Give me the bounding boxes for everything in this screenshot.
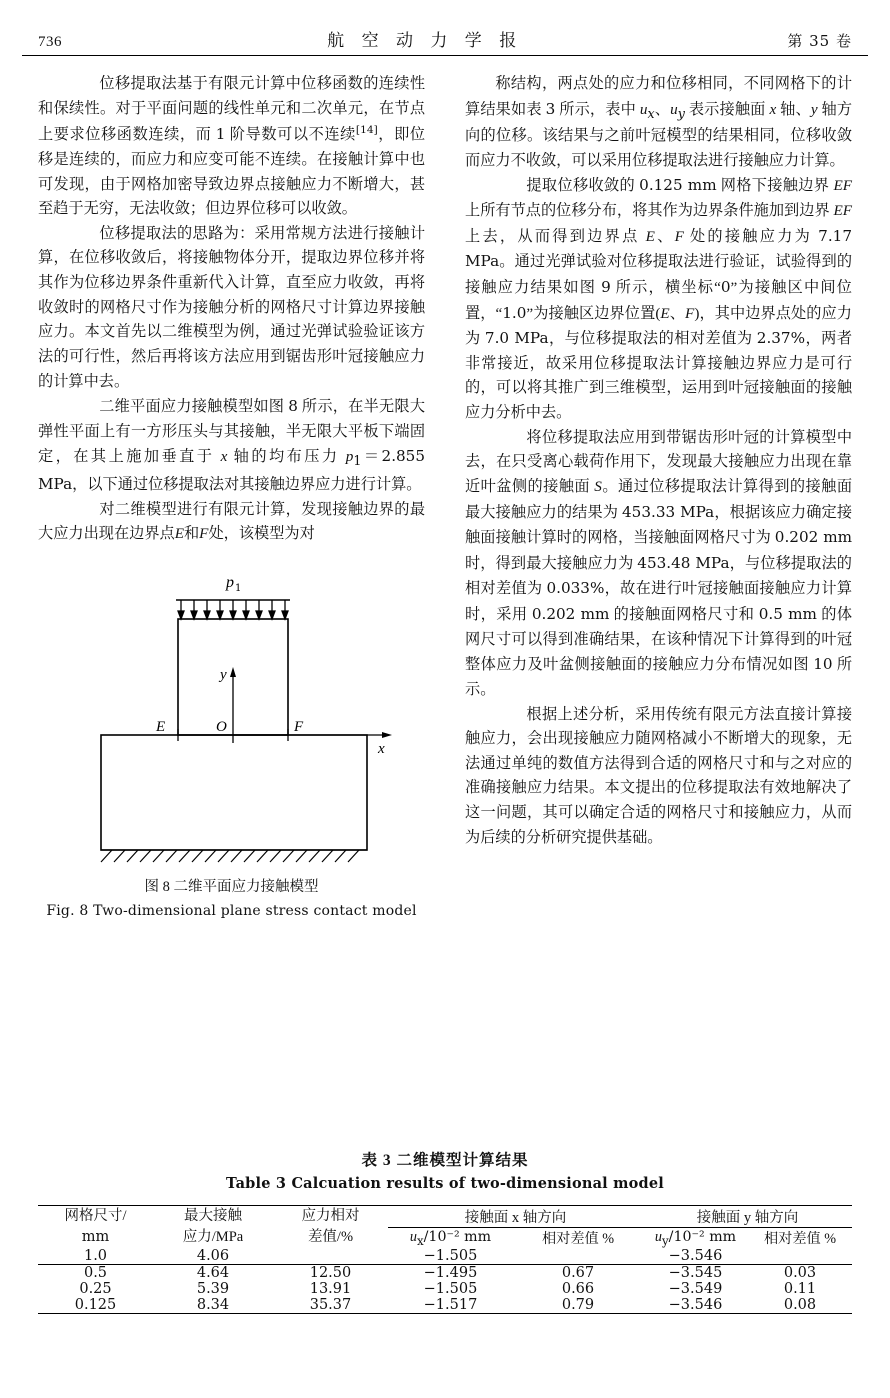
cell-mesh-size: 0.25 [79, 1281, 112, 1298]
cell-uy: −3.546 [643, 1248, 748, 1265]
sub-header-rel-diff-x: 相对差值 % [541, 1231, 615, 1248]
table-header-row-groups [38, 1206, 852, 1228]
table-row [38, 1281, 852, 1297]
cell-stress-rel-diff: 35.37 [273, 1297, 388, 1314]
group-header-y-direction: 接触面 y 轴方向 [643, 1206, 852, 1228]
paragraph: 称结构，两点处的应力和位移相同，不同网格下的计算结果如表 3 所示，表中 $u_x$、$u_y$ 表示接触面 x 轴、y 轴方向的位移。该结果与之前叶冠模型的结果相同，位移收敛而应力不收敛，可以采用位移提取法进行接触应力计算。 [465, 75, 853, 169]
figure-8-canvas [38, 557, 425, 869]
cell-mesh-size: 0.125 [38, 1297, 153, 1314]
svg-text:x: x [378, 740, 385, 757]
figure-8-caption-cn: 图 8 二维平面应力接触模型 [144, 878, 319, 895]
table-3-title-en: Table 3 Calcuation results of two-dimensional model [225, 1175, 665, 1192]
cell-stress-rel-diff: 12.50 [309, 1265, 352, 1282]
paragraph: 对二维模型进行有限元计算，发现接触边界的最大应力出现在边界点E和F处，该模型为对 [38, 500, 425, 543]
left-column [38, 72, 425, 922]
sub-header-ux: $u_x/10^{-2}$ mm [409, 1228, 492, 1248]
sub-header-rel-diff-y: 相对差值 % [763, 1231, 837, 1248]
table-3-section [38, 1148, 852, 1314]
cell-max-stress: 5.39 [196, 1281, 230, 1298]
table-3-title-cn: 表 3 二维模型计算结果 [361, 1152, 529, 1169]
paragraph: 二维平面应力接触模型如图 8 所示，在半无限大弹性平面上有一方形压头与其接触，半无限大平板下端固定，在其上施加垂直于 x 轴的均布压力 $p_1=2.855$ MPa，以下通过位移提取法对其接触边界应力进行计算。 [38, 397, 426, 493]
cell-stress-rel-diff [273, 1248, 388, 1265]
col-header-max-stress: 最大接触 应力/MPa [153, 1206, 273, 1249]
cell-mesh-size: 1.0 [38, 1248, 153, 1265]
cell-ux: −1.505 [388, 1248, 513, 1265]
page-number: 736 [38, 34, 62, 50]
col-header-mesh-size: 网格尺寸/ mm [38, 1206, 153, 1249]
paragraph: 位移提取法的思路为：采用常规方法进行接触计算，在位移收敛后，将接触物体分开，提取边界位移并将其作为位移边界条件重新代入计算，直至应力收敛，再将收敛时的网格尺寸作为接触分析的网格尺寸计算边界接触应力。本文首先以二维模型为例，通过光弹试验验证该方法的可行性，然后再将该方法应用到锯齿形叶冠接触应力的计算中去。 [38, 224, 425, 390]
cell-ux: −1.517 [388, 1297, 513, 1314]
cell-rel-diff-x: 0.79 [513, 1297, 643, 1314]
table-3 [38, 1205, 852, 1314]
cell-uy: −3.545 [668, 1265, 723, 1282]
group-header-x-direction: 接触面 x 轴方向 [388, 1206, 643, 1228]
cell-uy: −3.546 [643, 1297, 748, 1314]
cell-rel-diff-y: 0.03 [783, 1265, 817, 1282]
figure-8 [38, 557, 425, 922]
cell-uy: −3.549 [668, 1281, 723, 1298]
svg-text:p: p [226, 573, 234, 591]
cell-ux: −1.495 [423, 1265, 478, 1282]
paragraph: 根据上述分析，采用传统有限元方法直接计算接触应力，会出现接触应力随网格减小不断增大的现象，无法通过单纯的数值方法得到合适的网格尺寸和与之对应的准确接触应力结果。本文提出的位移提取法有效地解决了这一问题，其可以确定合适的网格尺寸和接触应力，从而为后续的分析研究提供基础。 [465, 705, 852, 846]
svg-text:y: y [220, 666, 227, 683]
cell-max-stress: 8.34 [153, 1297, 273, 1314]
table-row [38, 1248, 852, 1265]
paragraph: 位移提取法基于有限元计算中位移函数的连续性和保续性。对于平面问题的线性单元和二次单元，在节点上要求位移函数连续，而 1 阶导数可以不连续[14]，即位移是连续的，而应力和应变可能不连续。在接触计算中也可发现，由于网格加密导致边界点接触应力不断增大，甚至趋于无穷，无法收敛；但边界位移可以收敛。 [38, 75, 426, 218]
table-row [38, 1265, 852, 1282]
figure-8-caption-en: Fig. 8 Two-dimensional plane stress contact model [46, 902, 417, 919]
cell-ux: −1.505 [423, 1281, 478, 1298]
paragraph: 提取位移收敛的 0.125 mm 网格下接触边界 EF 上所有节点的位移分布，将其作为边界条件施加到边界 EF 上去，从而得到边界点 E、F 处的接触应力为 7.17 MPa。通过光弹试验对位移提取法进行验证，试验得到的接触应力结果如图 9 所示，横坐标“0”为接触区中间位置，“1.0”为接触区边界位置(E、F)，其中边界点处的应力为 7.0 MPa，与位移提取法的相对差值为 2.37%，两者非常接近，故采用位移提取法计算接触边界应力是可行的，可以将其推广到三维模型，运用到叶冠接触面的接触应力分析中去。 [465, 176, 853, 422]
cell-rel-diff-x: 0.66 [561, 1281, 595, 1298]
cell-max-stress: 4.64 [196, 1265, 230, 1282]
svg-text:O: O [216, 718, 227, 735]
cell-rel-diff-x: 0.67 [561, 1265, 595, 1282]
table-row [38, 1297, 852, 1314]
volume-label: 第 35 卷 [787, 32, 852, 50]
plane-stress-contact-model-diagram [38, 557, 425, 869]
cell-mesh-size: 0.5 [83, 1265, 108, 1282]
page-header [38, 26, 852, 52]
col-header-stress-rel-diff: 应力相对 差值/% [273, 1206, 388, 1249]
right-column [465, 72, 852, 850]
cell-rel-diff-x [513, 1248, 643, 1265]
svg-text:1: 1 [235, 582, 242, 594]
cell-rel-diff-y [748, 1248, 852, 1265]
svg-text:F: F [294, 718, 304, 735]
cell-rel-diff-y: 0.08 [748, 1297, 852, 1314]
cell-rel-diff-y: 0.11 [783, 1281, 817, 1298]
journal-title: 航 空 动 力 学 报 [327, 31, 523, 51]
cell-stress-rel-diff: 13.91 [309, 1281, 352, 1298]
paragraph: 将位移提取法应用到带锯齿形叶冠的计算模型中去，在只受离心载荷作用下，发现最大接触应力出现在靠近叶盆侧的接触面 S。通过位移提取法计算得到的接触面最大接触应力的结果为 453.33 MPa，根据该应力确定接触面接触计算时的网格，当接触面网格尺寸为 0.202 mm 时，得到最大接触应力为 453.48 MPa，与位移提取法的相对差值为 0.033%，故在进行叶冠接触面接触应力计算时，采用 0.202 mm 的接触面网格尺寸和 0.5 mm 的体网尺寸可以得到准确结果，在该种情况下计算得到的叶冠整体应力及叶盆侧接触面的接触应力分布情况如图 10 所示。 [465, 428, 853, 698]
svg-text:E: E [156, 718, 166, 735]
header-divider [22, 55, 868, 56]
sub-header-uy: $u_y/10^{-2}$ mm [654, 1228, 737, 1248]
cell-max-stress: 4.06 [153, 1248, 273, 1265]
